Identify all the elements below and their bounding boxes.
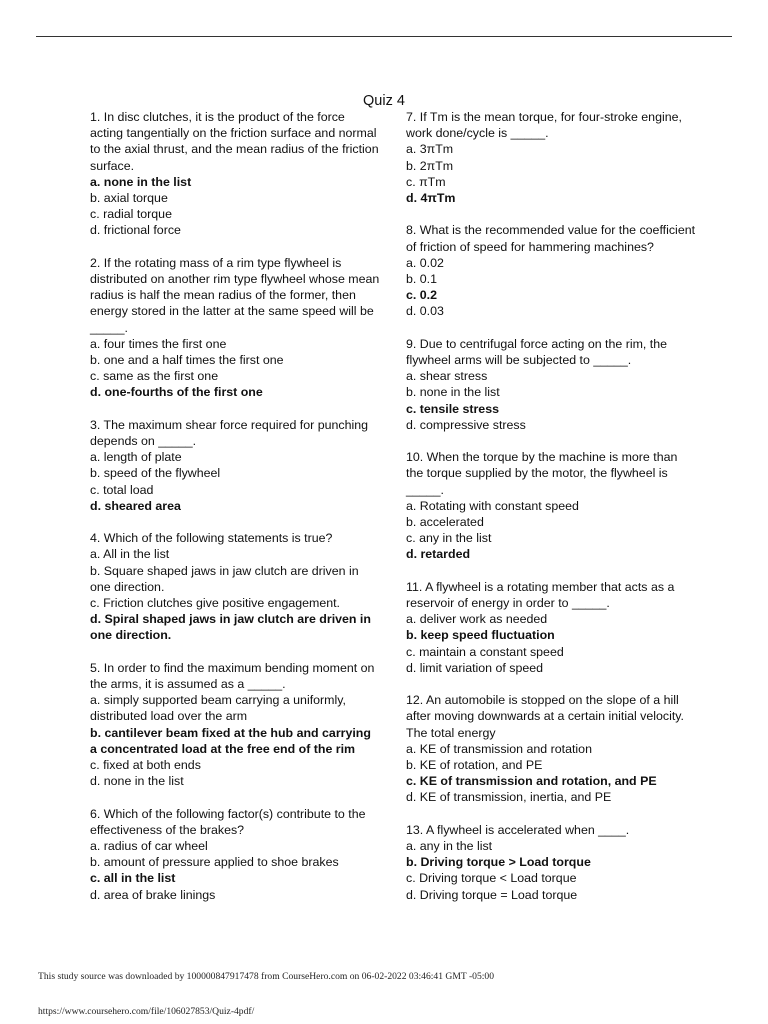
answer-option: b. one and a half times the first one xyxy=(90,353,284,368)
answer-option: d. 4πTm xyxy=(406,191,456,206)
answer-option: a. four times the first one xyxy=(90,336,227,351)
answer-option: d. retarded xyxy=(406,547,471,562)
answer-option: d. frictional force xyxy=(90,223,181,238)
answer-option: b. cantilever beam fixed at the hub and carrying a concentrated load at the free end of the rim xyxy=(90,725,371,756)
column-left xyxy=(90,109,380,919)
question-text: 2. If the rotating mass of a rim type flywheel is distributed on another rim type flywheel whose mean radius is half the mean radius of the former, then energy stored in the latter at the same speed will be _____. xyxy=(90,255,380,335)
question-text: 13. A flywheel is accelerated when ____. xyxy=(406,822,630,837)
question-text: 10. When the torque by the machine is more than the torque supplied by the motor, the flywheel is _____. xyxy=(406,450,678,497)
answer-option: d. area of brake linings xyxy=(90,887,216,902)
question-text: 3. The maximum shear force required for punching depends on _____. xyxy=(90,417,369,449)
answer-option: b. Square shaped jaws in jaw clutch are driven in one direction. xyxy=(90,563,359,594)
answer-option: b. speed of the flywheel xyxy=(90,466,221,481)
answer-option: a. 3πTm xyxy=(406,142,454,157)
answer-option: a. any in the list xyxy=(406,839,493,854)
answer-option: b. Driving torque > Load torque xyxy=(406,855,591,870)
question-12 xyxy=(406,692,696,805)
answer-option: c. radial torque xyxy=(90,207,172,222)
answer-option: d. compressive stress xyxy=(406,417,526,432)
question-text: 11. A flywheel is a rotating member that acts as a reservoir of energy in order to _____. xyxy=(406,579,675,611)
answer-option: c. Driving torque < Load torque xyxy=(406,871,577,886)
answer-option: d. Driving torque = Load torque xyxy=(406,887,578,902)
answer-option: b. KE of rotation, and PE xyxy=(406,758,543,773)
answer-option: b. 2πTm xyxy=(406,158,454,173)
question-text: 12. An automobile is stopped on the slope of a hill after moving downwards at a certain initial velocity. The total energy xyxy=(406,693,684,740)
answer-option: a. none in the list xyxy=(90,174,192,189)
answer-option: d. limit variation of speed xyxy=(406,660,544,675)
answer-option: b. accelerated xyxy=(406,515,484,530)
answer-option: b. amount of pressure applied to shoe brakes xyxy=(90,855,339,870)
page-title: Quiz 4 xyxy=(363,93,405,109)
answer-option: c. Friction clutches give positive engagement. xyxy=(90,596,341,611)
question-3 xyxy=(90,417,380,514)
answer-option: d. Spiral shaped jaws in jaw clutch are driven in one direction. xyxy=(90,612,371,643)
answer-option: b. axial torque xyxy=(90,191,168,206)
answer-option: c. fixed at both ends xyxy=(90,758,201,773)
answer-option: c. maintain a constant speed xyxy=(406,644,564,659)
question-6 xyxy=(90,806,380,903)
question-text: 6. Which of the following factor(s) contribute to the effectiveness of the brakes? xyxy=(90,806,366,837)
answer-option: c. all in the list xyxy=(90,871,176,886)
answer-option: c. tensile stress xyxy=(406,401,499,416)
answer-option: b. keep speed fluctuation xyxy=(406,628,555,643)
answer-option: d. one-fourths of the first one xyxy=(90,385,263,400)
answer-option: d. none in the list xyxy=(90,774,184,789)
question-text: 1. In disc clutches, it is the product of the force acting tangentially on the friction surface and normal to the axial thrust, and the mean radius of the friction surface. xyxy=(90,110,379,173)
question-text: 5. In order to find the maximum bending moment on the arms, it is assumed as a _____. xyxy=(90,660,375,692)
question-10 xyxy=(406,449,696,562)
question-text: 7. If Tm is the mean torque, for four-stroke engine, work done/cycle is _____. xyxy=(406,110,682,141)
question-5 xyxy=(90,660,380,790)
question-11 xyxy=(406,579,696,676)
answer-option: c. KE of transmission and rotation, and PE xyxy=(406,774,657,789)
question-13 xyxy=(406,822,696,903)
answer-option: a. 0.02 xyxy=(406,255,444,270)
question-8 xyxy=(406,222,696,319)
answer-option: c. total load xyxy=(90,482,154,497)
question-text: 4. Which of the following statements is true? xyxy=(90,531,333,546)
question-1 xyxy=(90,109,380,239)
answer-option: d. KE of transmission, inertia, and PE xyxy=(406,790,612,805)
question-text: 9. Due to centrifugal force acting on the rim, the flywheel arms will be subjected to _____. xyxy=(406,336,668,368)
answer-option: c. πTm xyxy=(406,174,446,189)
answer-option: d. 0.03 xyxy=(406,304,444,319)
question-4 xyxy=(90,530,380,643)
answer-option: a. All in the list xyxy=(90,547,170,562)
answer-option: c. any in the list xyxy=(406,531,492,546)
question-text: 8. What is the recommended value for the coefficient of friction of speed for hammering machines? xyxy=(406,223,696,254)
answer-option: a. radius of car wheel xyxy=(90,839,208,854)
answer-option: a. shear stress xyxy=(406,369,488,384)
answer-option: a. KE of transmission and rotation xyxy=(406,741,592,756)
top-rule xyxy=(36,36,732,37)
footer-source-note: This study source was downloaded by 100000847917478 from CourseHero.com on 06-02-2022 03:46:41 GMT -05:00 xyxy=(38,971,495,982)
column-right xyxy=(406,109,696,919)
answer-option: b. 0.1 xyxy=(406,272,438,287)
footer-source-link[interactable]: https://www.coursehero.com/file/106027853/Quiz-4pdf/ xyxy=(38,1006,255,1017)
question-2 xyxy=(90,255,380,401)
answer-option: a. simply supported beam carrying a uniformly, distributed load over the arm xyxy=(90,693,346,724)
answer-option: c. 0.2 xyxy=(406,288,438,303)
answer-option: d. sheared area xyxy=(90,498,181,513)
question-7 xyxy=(406,109,696,206)
answer-option: c. same as the first one xyxy=(90,369,219,384)
answer-option: a. Rotating with constant speed xyxy=(406,498,579,513)
question-9 xyxy=(406,336,696,433)
answer-option: a. deliver work as needed xyxy=(406,612,548,627)
answer-option: b. none in the list xyxy=(406,385,500,400)
answer-option: a. length of plate xyxy=(90,450,182,465)
